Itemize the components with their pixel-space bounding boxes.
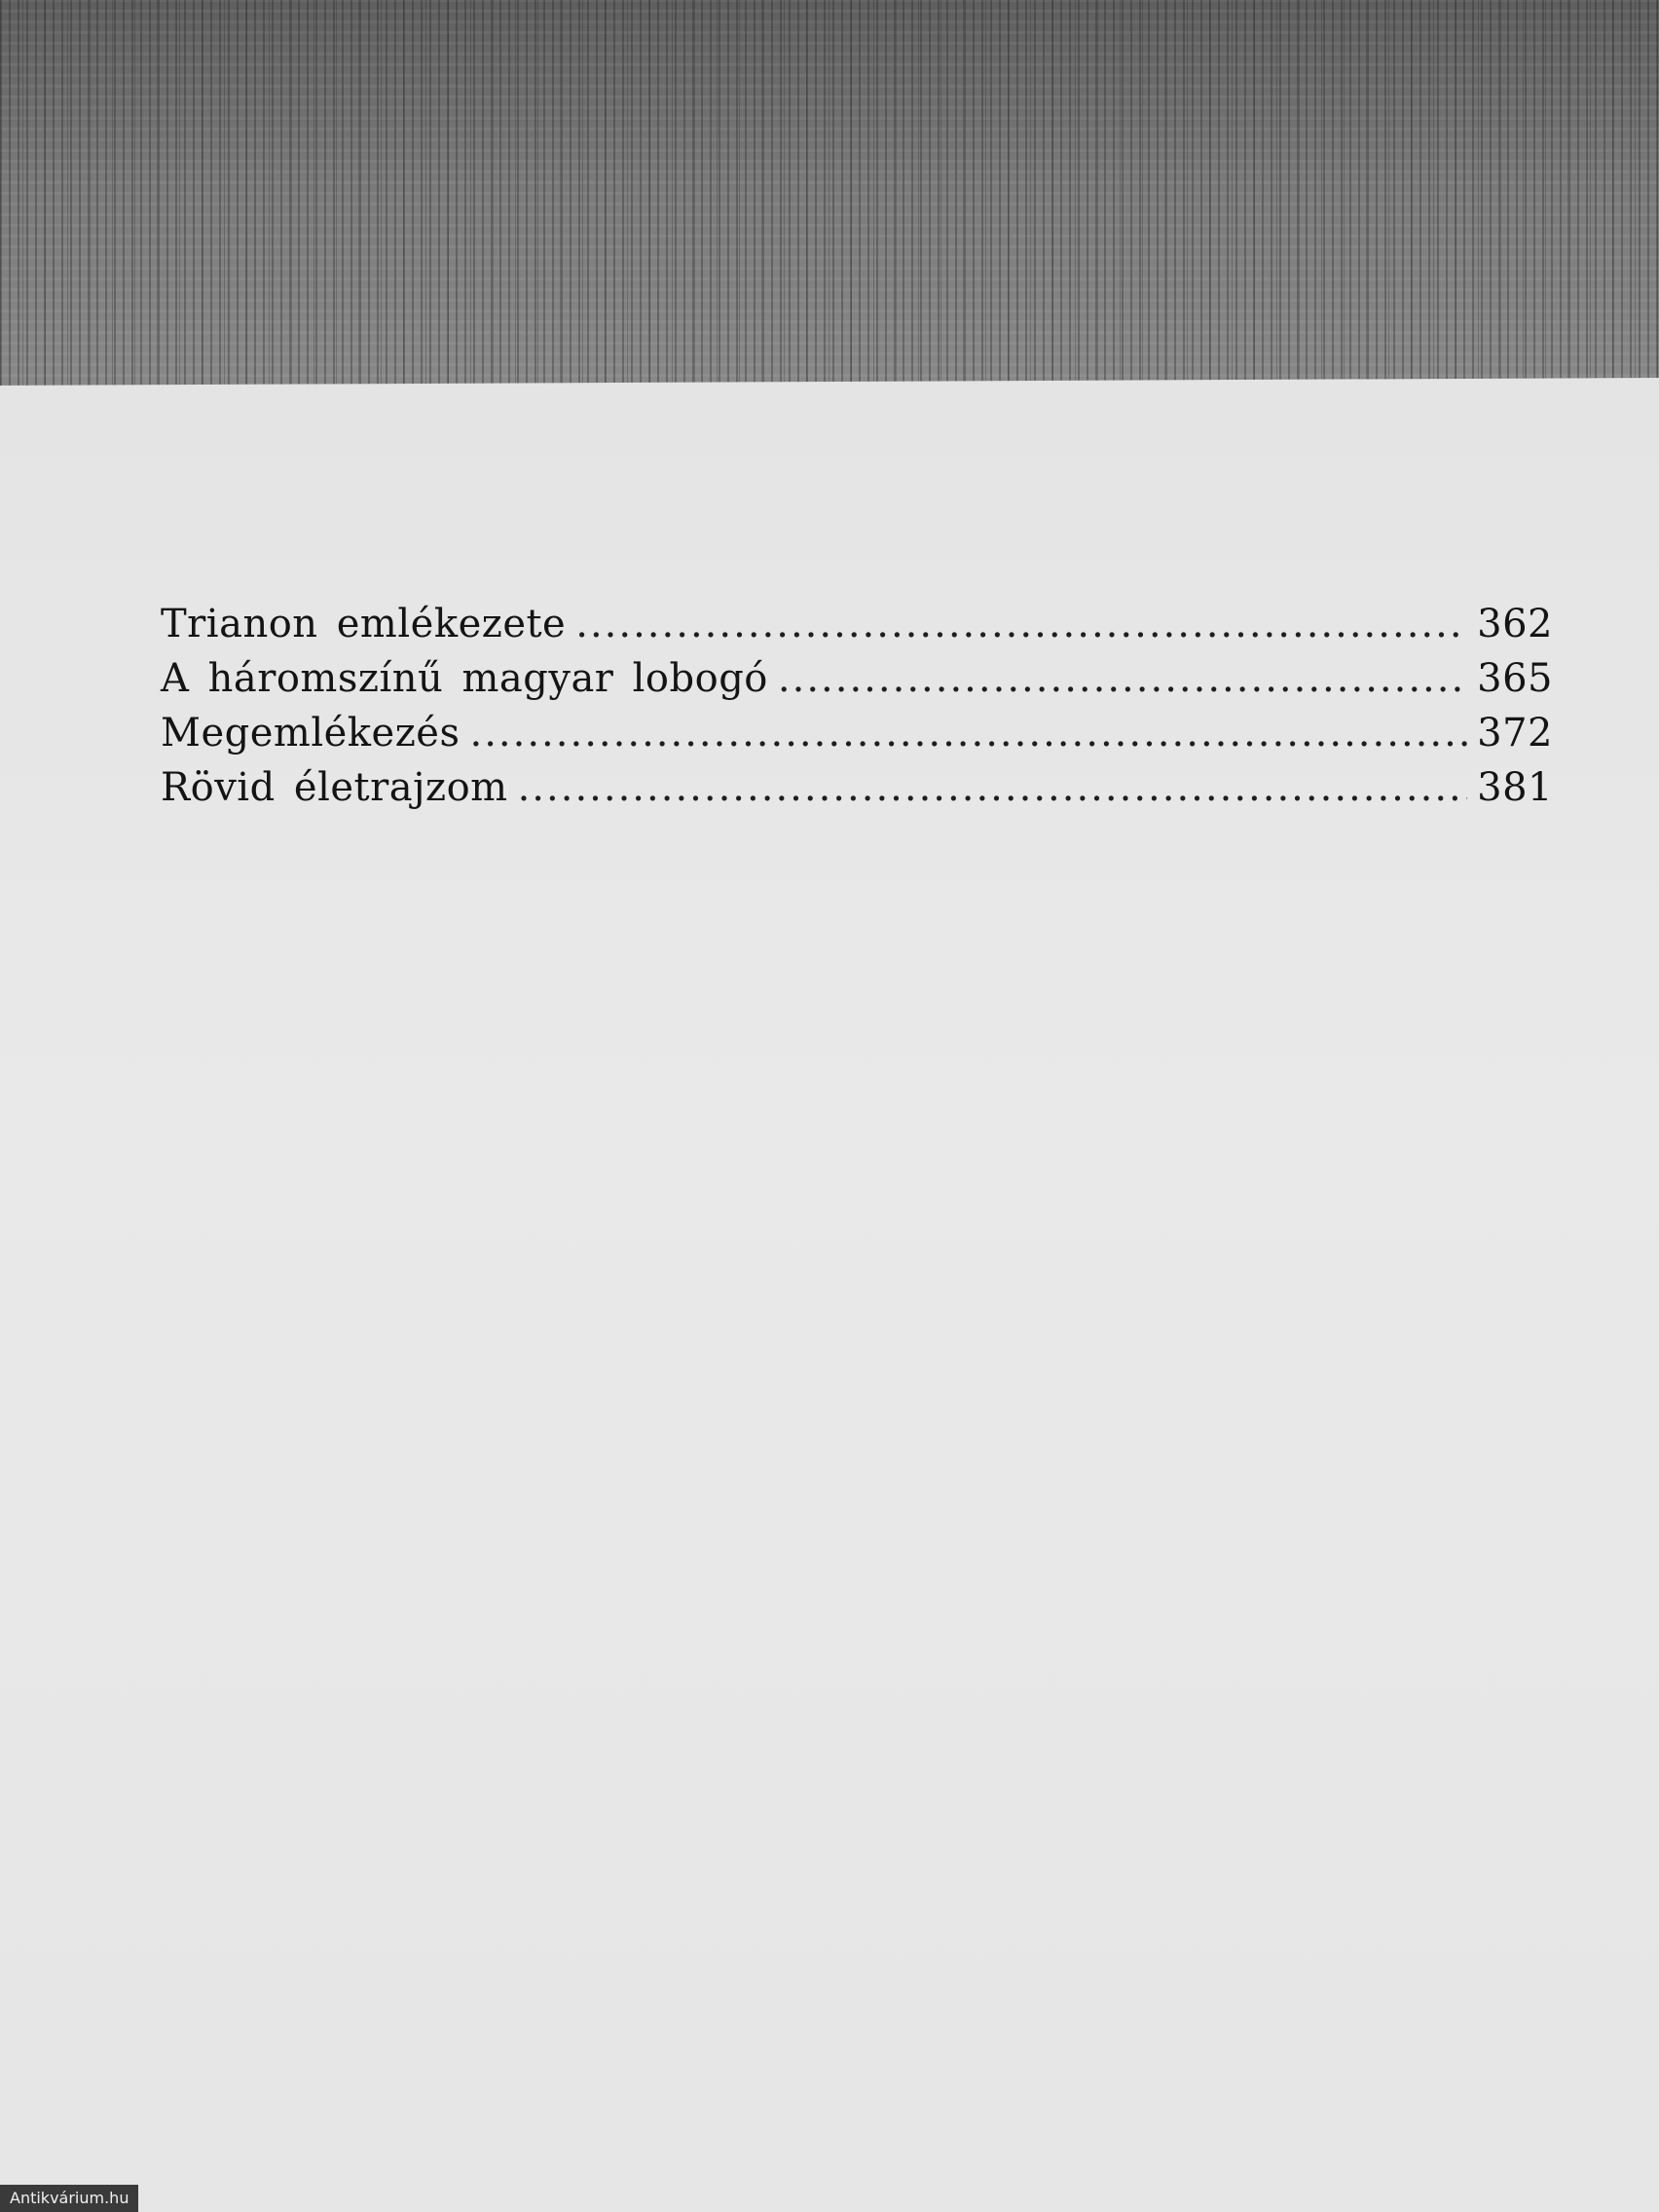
toc-entry-title: Trianon emlékezete [161,602,567,646]
toc-entry-page: 365 [1477,656,1553,701]
toc-leader-dots [469,711,1467,756]
toc-entry-title: A háromszínű magyar lobogó [161,656,768,701]
toc-leader-dots [778,656,1467,701]
toc-entry-page: 381 [1477,765,1553,810]
toc-entry [161,602,1553,656]
toc-entry [161,656,1553,711]
toc-entry [161,765,1553,820]
table-of-contents [161,602,1553,820]
toc-leader-dots [518,765,1467,810]
toc-entry [161,711,1553,765]
toc-entry-title: Rövid életrajzom [161,765,508,810]
toc-entry-page: 362 [1477,602,1553,646]
toc-leader-dots [575,602,1467,646]
desk-background [0,0,1659,409]
toc-entry-title: Megemlékezés [161,711,461,756]
toc-entry-page: 372 [1477,711,1553,756]
watermark-badge: Antikvárium.hu [0,2185,138,2212]
